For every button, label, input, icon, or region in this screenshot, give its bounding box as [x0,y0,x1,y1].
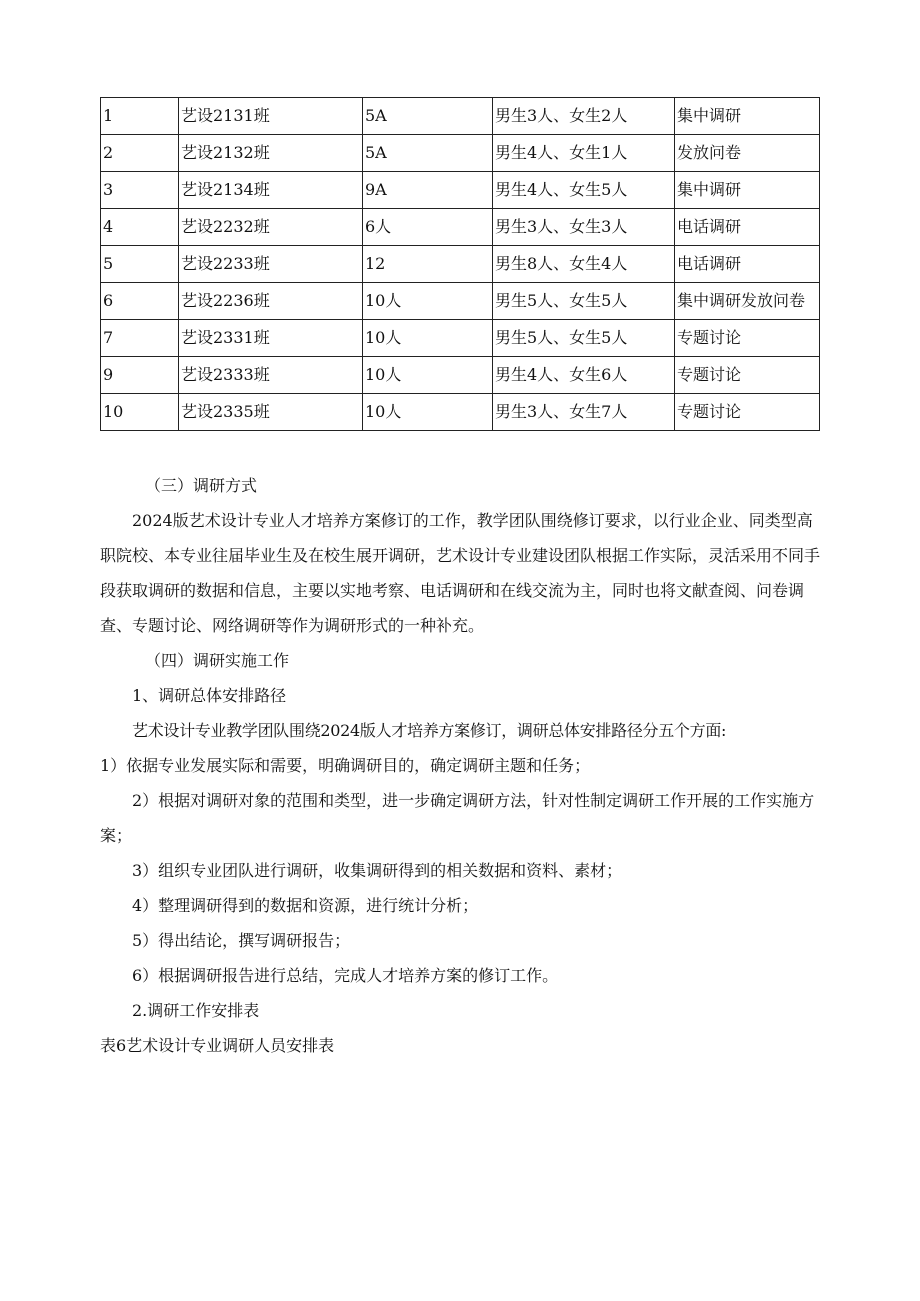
table-row [101,320,820,357]
cell-class: 艺设2134班 [179,172,363,209]
cell-no: 10 [101,394,179,431]
cell-method: 专题讨论 [675,320,820,357]
cell-no: 7 [101,320,179,357]
cell-no: 9 [101,357,179,394]
cell-count: 5A [363,135,493,172]
cell-method: 电话调研 [675,209,820,246]
cell-class: 艺设2232班 [179,209,363,246]
cell-method: 集中调研 [675,172,820,209]
survey-class-table [100,97,820,431]
cell-class: 艺设2236班 [179,283,363,320]
cell-count: 10人 [363,394,493,431]
body-text [100,468,820,1063]
cell-no: 4 [101,209,179,246]
cell-class: 艺设2335班 [179,394,363,431]
cell-count: 12 [363,246,493,283]
table-row [101,283,820,320]
step-item: 3）组织专业团队进行调研，收集调研得到的相关数据和资料、素材； [132,861,623,880]
table-row [101,394,820,431]
table-row [101,98,820,135]
cell-class: 艺设2333班 [179,357,363,394]
cell-method: 发放问卷 [675,135,820,172]
table-caption: 表6艺术设计专业调研人员安排表 [100,1036,335,1055]
cell-method: 专题讨论 [675,357,820,394]
cell-count: 10人 [363,357,493,394]
cell-no: 3 [101,172,179,209]
cell-count: 9A [363,172,493,209]
cell-count: 5A [363,98,493,135]
section-heading-survey-method: （三）调研方式 [145,476,258,495]
cell-method: 集中调研发放问卷 [675,283,820,320]
step-item: 2）根据对调研对象的范围和类型，进一步确定调研方法，针对性制定调研工作开展的工作实施方案； [100,791,815,845]
step-item: 5）得出结论，撰写调研报告； [132,931,351,950]
table-row [101,135,820,172]
cell-class: 艺设2331班 [179,320,363,357]
cell-count: 10人 [363,320,493,357]
cell-no: 2 [101,135,179,172]
step-item: 1）依据专业发展实际和需要，明确调研目的，确定调研主题和任务； [100,756,591,775]
cell-no: 5 [101,246,179,283]
cell-gender: 男生5人、女生5人 [493,320,675,357]
cell-gender: 男生4人、女生5人 [493,172,675,209]
cell-gender: 男生5人、女生5人 [493,283,675,320]
cell-gender: 男生8人、女生4人 [493,246,675,283]
table-row [101,357,820,394]
cell-no: 1 [101,98,179,135]
cell-gender: 男生3人、女生2人 [493,98,675,135]
cell-class: 艺设2132班 [179,135,363,172]
section-heading-survey-implementation: （四）调研实施工作 [145,651,290,670]
cell-count: 10人 [363,283,493,320]
subheading-overall-arrangement: 1、调研总体安排路径 [132,686,287,705]
cell-no: 6 [101,283,179,320]
table-row [101,246,820,283]
paragraph-overall-arrangement: 艺术设计专业教学团队围绕2024版人才培养方案修订，调研总体安排路径分五个方面: [132,721,727,740]
cell-gender: 男生4人、女生1人 [493,135,675,172]
paragraph-survey-method: 2024版艺术设计专业人才培养方案修订的工作，教学团队围绕修订要求，以行业企业、同类型高职院校、本专业往届毕业生及在校生展开调研，艺术设计专业建设团队根据工作实际，灵活采用不同手段获取调研的数据和信息，主要以实地考察、电话调研和在线交流为主，同时也将文献查阅、问卷调查、专题讨论、网络调研等作为调研形式的一种补充。 [100,511,821,635]
step-item: 4）整理调研得到的数据和资源，进行统计分析； [132,896,479,915]
cell-method: 专题讨论 [675,394,820,431]
step-item: 6）根据调研报告进行总结，完成人才培养方案的修订工作。 [132,966,559,985]
cell-gender: 男生3人、女生3人 [493,209,675,246]
table-row [101,172,820,209]
subheading-work-schedule: 2.调研工作安排表 [132,1001,260,1020]
cell-gender: 男生3人、女生7人 [493,394,675,431]
cell-method: 集中调研 [675,98,820,135]
cell-count: 6人 [363,209,493,246]
cell-gender: 男生4人、女生6人 [493,357,675,394]
cell-method: 电话调研 [675,246,820,283]
table-row [101,209,820,246]
cell-class: 艺设2131班 [179,98,363,135]
cell-class: 艺设2233班 [179,246,363,283]
